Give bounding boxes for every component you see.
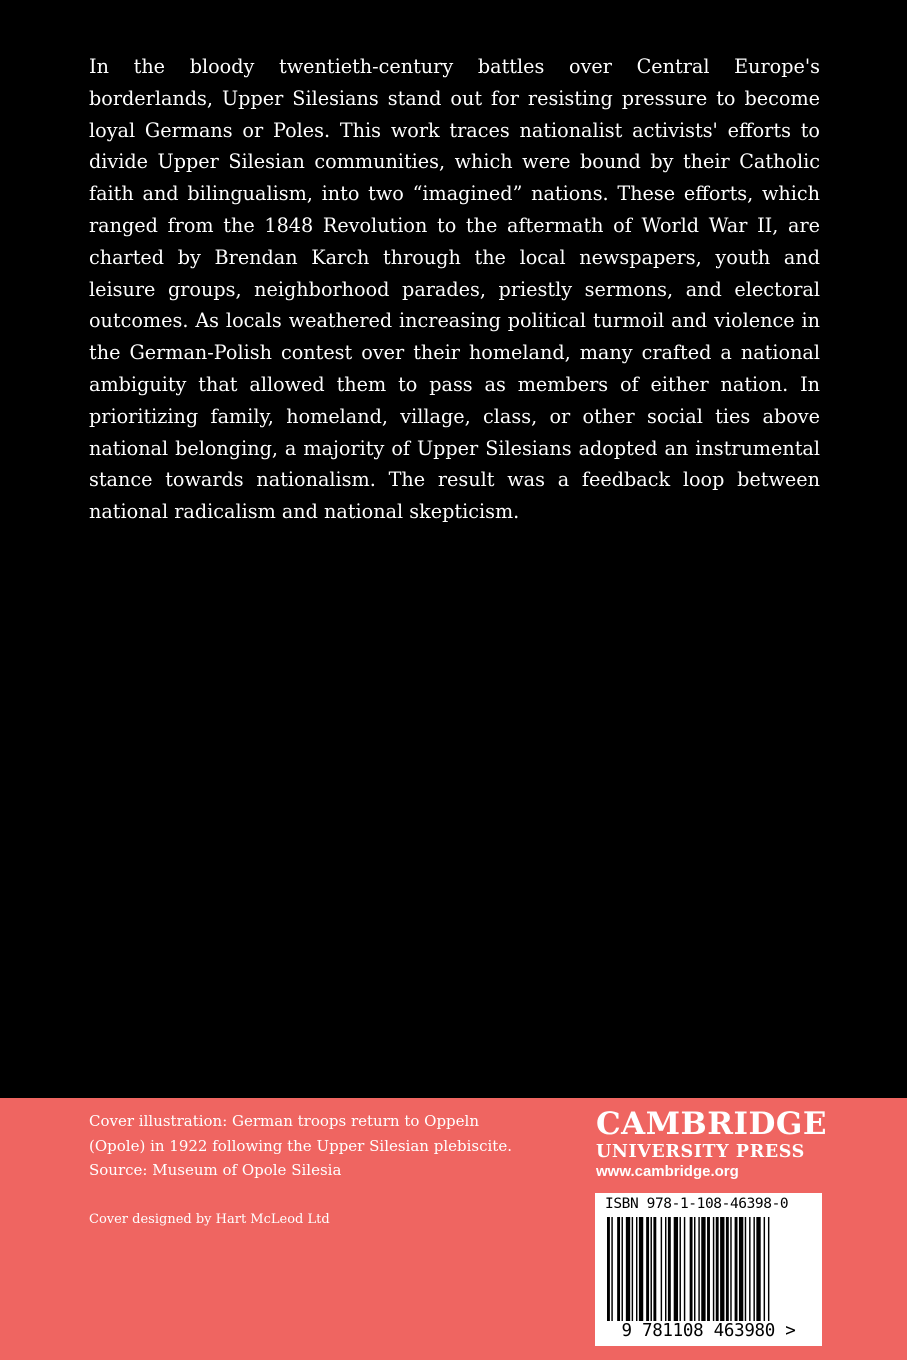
barcode-bar bbox=[753, 1217, 754, 1321]
barcode-bar bbox=[730, 1217, 731, 1321]
barcode-bar bbox=[690, 1217, 693, 1321]
barcode-bar bbox=[764, 1217, 765, 1321]
publisher-subname: UNIVERSITY PRESS bbox=[596, 1142, 805, 1162]
barcode-bar bbox=[713, 1217, 714, 1321]
isbn-label: ISBN 978-1-108-46398-0 bbox=[605, 1196, 789, 1212]
barcode-bar bbox=[756, 1217, 760, 1321]
barcode-bar bbox=[668, 1217, 671, 1321]
barcode-bar bbox=[694, 1217, 695, 1321]
barcode-bar bbox=[646, 1217, 649, 1321]
cover-designer-credit: Cover designed by Hart McLeod Ltd bbox=[89, 1212, 330, 1227]
barcode-bar bbox=[607, 1217, 610, 1321]
barcode-bar bbox=[716, 1217, 719, 1321]
barcode-bar bbox=[617, 1217, 620, 1321]
barcode-bar bbox=[707, 1217, 710, 1321]
publisher-website: www.cambridge.org bbox=[596, 1163, 739, 1180]
barcode-bar bbox=[749, 1217, 750, 1321]
barcode-icon bbox=[607, 1217, 810, 1321]
barcode-bar bbox=[680, 1217, 681, 1321]
barcode-bar bbox=[768, 1217, 769, 1321]
barcode-bar bbox=[745, 1217, 746, 1321]
barcode-bar bbox=[735, 1217, 738, 1321]
back-cover-description: In the bloody twentieth-century battles over Central Europe's borderlands, Upper Silesians stand out for resisting pressure to become loyal Germans or Poles. This work traces nationalist activists' efforts to divide Upper Silesian communities, which were bound by their Catholic faith and bilingualism, into two “imagined” nations. These efforts, which ranged from the 1848 Revolution to the aftermath of World War II, are charted by Brendan Karch through the local newspapers, youth and leisure groups, neighborhood parades, priestly sermons, and electoral outcomes. As locals weathered increasing political turmoil and violence in the German-Polish contest over their homeland, many crafted a national ambiguity that allowed them to pass as members of either nation. In prioritizing family, homeland, village, class, or other social ties above national belonging, a majority of Upper Silesians adopted an instrumental stance towards nationalism. The result was a feedback loop between national radicalism and national skepticism. bbox=[89, 55, 820, 524]
barcode-bar bbox=[611, 1217, 612, 1321]
publisher-name: CAMBRIDGE bbox=[596, 1106, 827, 1142]
barcode-bar bbox=[653, 1217, 656, 1321]
barcode-bar bbox=[632, 1217, 633, 1321]
barcode-bar bbox=[684, 1217, 685, 1321]
barcode-bar bbox=[720, 1217, 724, 1321]
barcode-bar bbox=[665, 1217, 666, 1321]
publisher-logo bbox=[596, 1106, 827, 1182]
barcode-digits: 9 781108 463980 > bbox=[621, 1321, 796, 1341]
barcode-bar bbox=[651, 1217, 652, 1321]
barcode-bar bbox=[636, 1217, 637, 1321]
cover-illustration-credit: Cover illustration: German troops return to Oppeln (Opole) in 1922 following the Upper Silesian plebiscite. Source: Museum of Opole Silesia bbox=[89, 1112, 512, 1179]
barcode-box bbox=[595, 1193, 822, 1346]
barcode-bar bbox=[674, 1217, 678, 1321]
barcode-bar bbox=[639, 1217, 643, 1321]
barcode-bar bbox=[701, 1217, 705, 1321]
barcode-bar bbox=[726, 1217, 729, 1321]
barcode-bar bbox=[626, 1217, 630, 1321]
barcode-bar bbox=[622, 1217, 623, 1321]
barcode-bar bbox=[661, 1217, 662, 1321]
barcode-bar bbox=[698, 1217, 699, 1321]
barcode-bar bbox=[739, 1217, 743, 1321]
